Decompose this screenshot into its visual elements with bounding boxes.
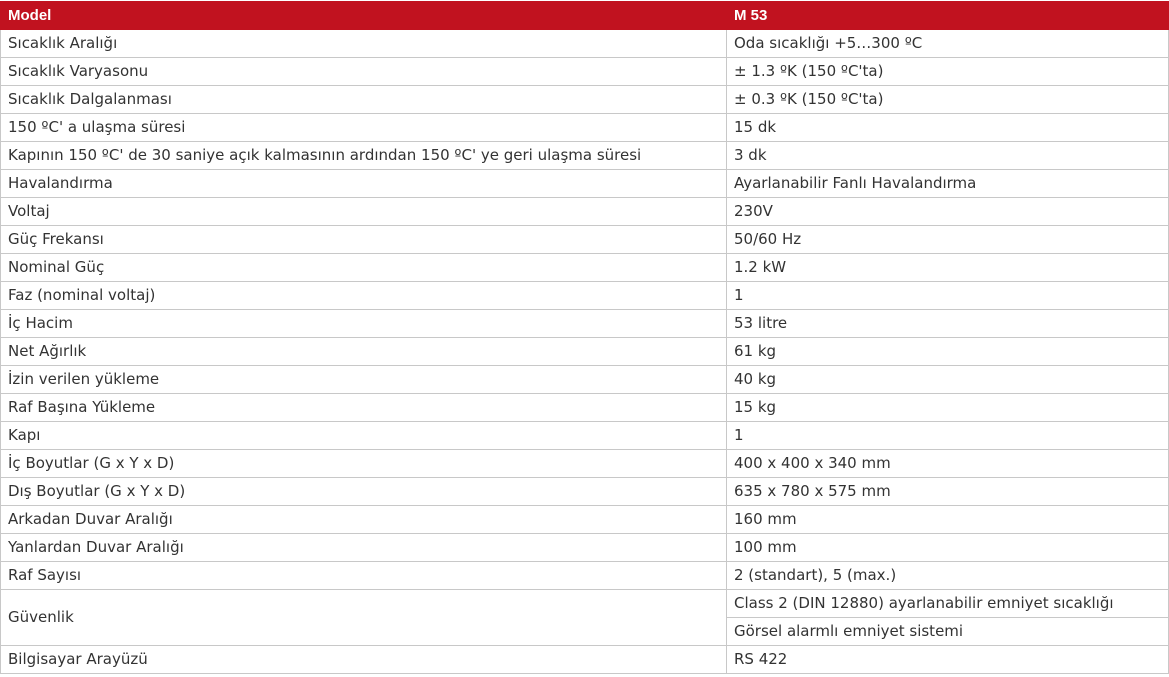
row-value: 2 (standart), 5 (max.) (727, 562, 1169, 590)
row-value: 635 x 780 x 575 mm (727, 478, 1169, 506)
row-value: Oda sıcaklığı +5…300 ºC (727, 30, 1169, 58)
row-label: Bilgisayar Arayüzü (1, 646, 727, 674)
row-label: İç Boyutlar (G x Y x D) (1, 450, 727, 478)
table-row (1, 534, 1169, 562)
row-value: RS 422 (727, 646, 1169, 674)
security-value-2: Görsel alarmlı emniyet sistemi (727, 618, 1169, 646)
table-row (1, 506, 1169, 534)
row-label: İç Hacim (1, 310, 727, 338)
row-label: Dış Boyutlar (G x Y x D) (1, 478, 727, 506)
row-label: Havalandırma (1, 170, 727, 198)
security-label: Güvenlik (1, 590, 727, 646)
header-model-label: Model (1, 2, 727, 30)
row-value: ± 0.3 ºK (150 ºC'ta) (727, 86, 1169, 114)
row-value: 53 litre (727, 310, 1169, 338)
row-label: Nominal Güç (1, 254, 727, 282)
row-value: 1.2 kW (727, 254, 1169, 282)
row-label: Kapı (1, 422, 727, 450)
row-label: Sıcaklık Varyasonu (1, 58, 727, 86)
table-row (1, 254, 1169, 282)
row-label: Raf Başına Yükleme (1, 394, 727, 422)
table-header-row (1, 2, 1169, 30)
row-label: Sıcaklık Dalgalanması (1, 86, 727, 114)
row-value: 15 kg (727, 394, 1169, 422)
row-label: Güç Frekansı (1, 226, 727, 254)
header-model-value: M 53 (727, 2, 1169, 30)
table-row-security (1, 590, 1169, 618)
row-label: Yanlardan Duvar Aralığı (1, 534, 727, 562)
row-value: 15 dk (727, 114, 1169, 142)
table-row (1, 450, 1169, 478)
row-value: 100 mm (727, 534, 1169, 562)
row-value: ± 1.3 ºK (150 ºC'ta) (727, 58, 1169, 86)
row-value: 3 dk (727, 142, 1169, 170)
spec-table (0, 1, 1169, 674)
table-row (1, 58, 1169, 86)
row-value: 230V (727, 198, 1169, 226)
table-row (1, 394, 1169, 422)
row-value: 160 mm (727, 506, 1169, 534)
row-value: 1 (727, 422, 1169, 450)
row-label: Arkadan Duvar Aralığı (1, 506, 727, 534)
row-label: İzin verilen yükleme (1, 366, 727, 394)
table-row (1, 338, 1169, 366)
table-row (1, 86, 1169, 114)
row-value: Ayarlanabilir Fanlı Havalandırma (727, 170, 1169, 198)
table-row (1, 366, 1169, 394)
table-row (1, 478, 1169, 506)
row-value: 61 kg (727, 338, 1169, 366)
table-row (1, 198, 1169, 226)
table-row (1, 562, 1169, 590)
row-label: Voltaj (1, 198, 727, 226)
table-row (1, 282, 1169, 310)
table-row (1, 310, 1169, 338)
row-label: Sıcaklık Aralığı (1, 30, 727, 58)
security-value-1: Class 2 (DIN 12880) ayarlanabilir emniyet sıcaklığı (727, 590, 1169, 618)
row-value: 400 x 400 x 340 mm (727, 450, 1169, 478)
row-value: 40 kg (727, 366, 1169, 394)
row-label: Raf Sayısı (1, 562, 727, 590)
row-label: Net Ağırlık (1, 338, 727, 366)
row-value: 1 (727, 282, 1169, 310)
row-label: Kapının 150 ºC' de 30 saniye açık kalmasının ardından 150 ºC' ye geri ulaşma süresi (1, 142, 727, 170)
table-row (1, 114, 1169, 142)
table-row (1, 170, 1169, 198)
row-label: 150 ºC' a ulaşma süresi (1, 114, 727, 142)
table-row (1, 30, 1169, 58)
table-row (1, 422, 1169, 450)
row-label: Faz (nominal voltaj) (1, 282, 727, 310)
table-row (1, 142, 1169, 170)
table-row (1, 646, 1169, 674)
table-row (1, 226, 1169, 254)
row-value: 50/60 Hz (727, 226, 1169, 254)
